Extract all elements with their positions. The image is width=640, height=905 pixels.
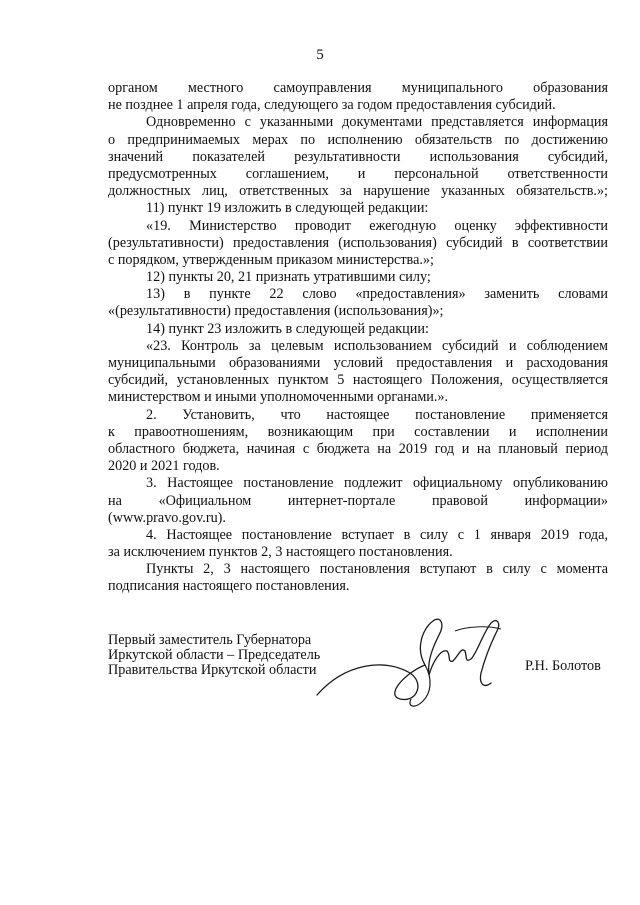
- text-line: органом местного самоуправления муниципального образования: [108, 80, 608, 96]
- page-number: 5: [316, 47, 324, 63]
- text-line: с порядком, утвержденным приказом министерства.»;: [108, 251, 434, 268]
- text-line: подписания настоящего постановления.: [108, 578, 350, 595]
- position-line: Первый заместитель Губернатора: [108, 632, 312, 648]
- text-line: «(результативности) предоставления (использования)»;: [108, 303, 444, 320]
- position-line: Правительства Иркутской области: [108, 662, 317, 678]
- text-line: «23. Контроль за целевым использованием субсидий и соблюдением: [146, 337, 608, 354]
- text-line: за исключением пунктов 2, 3 настоящего постановления.: [108, 544, 453, 561]
- text-line: муниципальными образованиями условий предоставления и расходования: [108, 355, 608, 371]
- text-line: не позднее 1 апреля года, следующего за годом предоставления субсидий.: [108, 97, 556, 114]
- text-line: (www.pravo.gov.ru).: [108, 509, 226, 526]
- text-line: министерством и иными уполномоченными органами.».: [108, 389, 449, 406]
- text-line: предусмотренных соглашением, и персональной ответственности: [108, 165, 608, 182]
- document-body: [108, 80, 608, 596]
- text-line: 14) пункт 23 изложить в следующей редакции:: [146, 320, 429, 337]
- text-line: 2020 и 2021 годов.: [108, 458, 220, 475]
- text-line: 4. Настоящее постановление вступает в силу с 1 января 2019 года,: [146, 526, 608, 543]
- text-line: должностных лиц, ответственных за нарушение указанных обязательств.»;: [108, 183, 608, 200]
- text-line: о предпринимаемых мерах по исполнению обязательств по достижению: [108, 131, 608, 148]
- text-line: 12) пункты 20, 21 признать утратившими силу;: [146, 269, 431, 286]
- text-line: 13) в пункте 22 слово «предоставления» заменить словами: [146, 286, 608, 303]
- text-line: «19. Министерство проводит ежегодную оценку эффективности: [146, 217, 608, 234]
- text-line: на «Официальном интернет-портале правовой информации»: [108, 492, 608, 509]
- text-line: Одновременно с указанными документами представляется информация: [146, 114, 608, 131]
- text-line: областного бюджета, начиная с бюджета на 2019 год и на плановый период: [108, 440, 608, 457]
- handwritten-signature: [315, 603, 515, 713]
- text-line: 2. Установить, что настоящее постановление применяется: [146, 406, 608, 423]
- text-line: Пункты 2, 3 настоящего постановления вступают в силу с момента: [146, 561, 608, 578]
- position-line: Иркутской области – Председатель: [108, 647, 321, 663]
- text-line: 3. Настоящее постановление подлежит официальному опубликованию: [146, 475, 608, 492]
- text-line: 11) пункт 19 изложить в следующей редакции:: [146, 200, 429, 217]
- text-line: субсидий, установленных пунктом 5 настоящего Положения, осуществляется: [108, 372, 608, 389]
- text-line: значений показателей результативности использования субсидий,: [108, 148, 608, 165]
- text-line: (результативности) предоставления (использования) субсидий в соответствии: [108, 234, 608, 251]
- signer-name: Р.Н. Болотов: [525, 658, 601, 674]
- text-line: к правоотношениям, возникающим при составлении и исполнении: [108, 423, 608, 440]
